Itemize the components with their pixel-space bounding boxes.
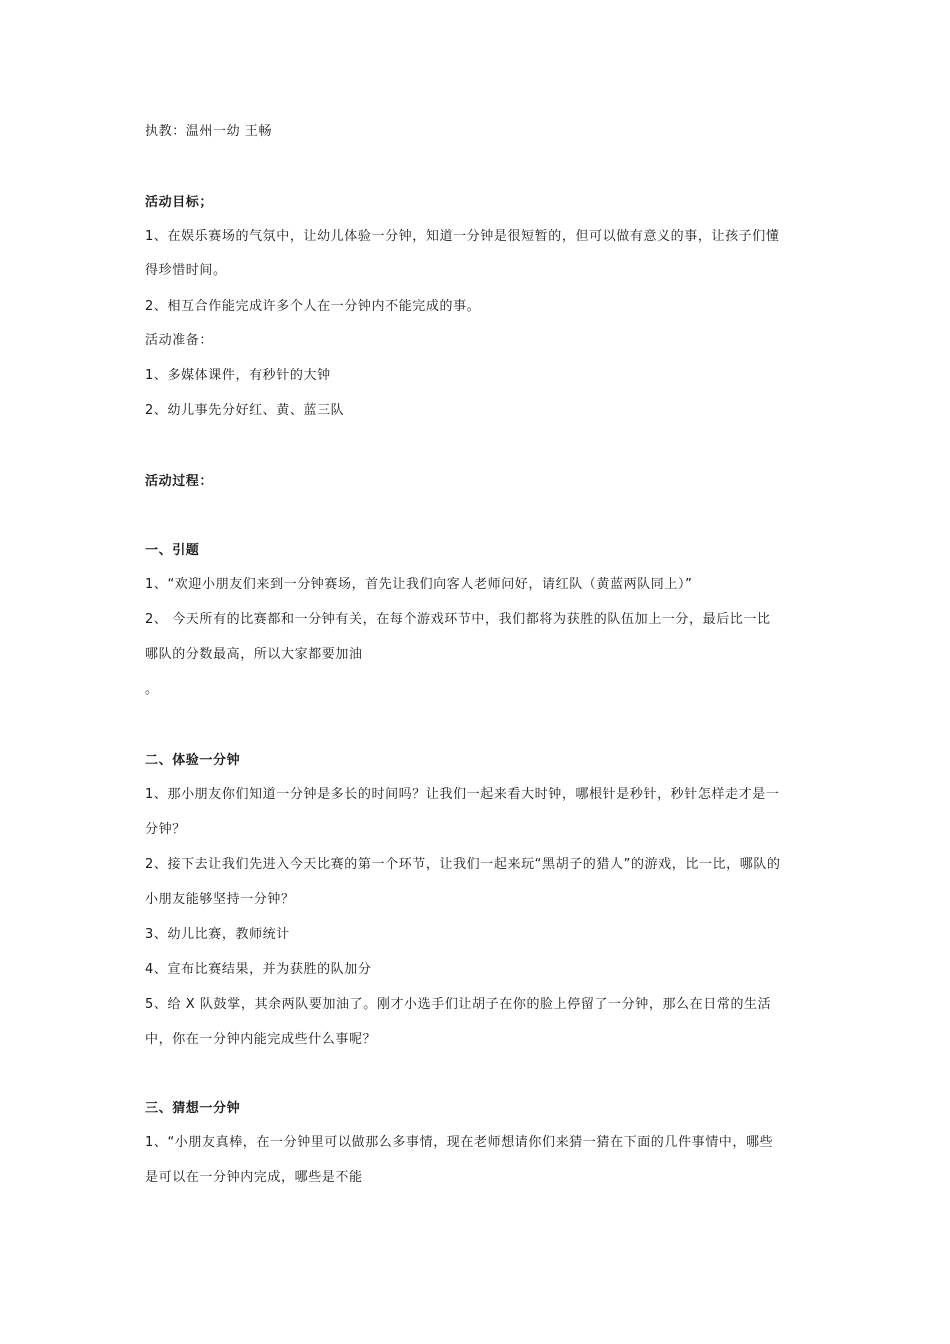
section1-item-1: 1、“欢迎小朋友们来到一分钟赛场，首先让我们向客人老师问好，请红队（黄蓝两队同上）” <box>145 577 693 592</box>
section1-item-2: 2、 今天所有的比赛都和一分钟有关，在每个游戏环节中，我们都将为获胜的队伍加上一分，最后比一比 <box>145 612 771 627</box>
section2-item-1: 1、那小朋友你们知道一分钟是多长的时间吗？让我们一起来看大时钟，哪根针是秒针，秒针怎样走才是一 <box>145 787 780 802</box>
section3-item-1-cont: 是可以在一分钟内完成，哪些是不能 <box>145 1170 363 1185</box>
section3-item-1: 1、“小朋友真棒，在一分钟里可以做那么多事情，现在老师想请你们来猜一猜在下面的几件事情中，哪些 <box>145 1135 774 1150</box>
goal-item-1: 1、在娱乐赛场的气氛中，让幼儿体验一分钟，知道一分钟是很短暂的，但可以做有意义的事，让孩子们懂 <box>145 229 780 244</box>
goals-heading: 活动目标； <box>145 195 214 210</box>
section1-item-2-end: 。 <box>145 682 159 697</box>
goal-item-2: 2、相互合作能完成许多个人在一分钟内不能完成的事。 <box>145 299 481 314</box>
section1-heading: 一、引题 <box>145 543 200 558</box>
section2-item-2: 2、接下去让我们先进入今天比赛的第一个环节，让我们一起来玩“黑胡子的猎人”的游戏，比一比，哪队的 <box>145 857 781 872</box>
section2-item-4: 4、宣布比赛结果，并为获胜的队加分 <box>145 962 372 977</box>
section1-item-2-cont: 哪队的分数最高，所以大家都要加油 <box>145 647 363 662</box>
section2-item-1-cont: 分钟？ <box>145 822 186 837</box>
section3-heading: 三、猜想一分钟 <box>145 1101 241 1116</box>
teacher-line: 执教：温州一幼 王畅 <box>145 124 273 139</box>
section2-item-5-cont: 中，你在一分钟内能完成些什么事呢？ <box>145 1032 377 1047</box>
goal-item-1-cont: 得珍惜时间。 <box>145 263 227 278</box>
section2-item-2-cont: 小朋友能够坚持一分钟？ <box>145 892 295 907</box>
section2-item-3: 3、幼儿比赛，教师统计 <box>145 927 290 942</box>
process-heading: 活动过程： <box>145 474 214 489</box>
preparation-item-2: 2、幼儿事先分好红、黄、蓝三队 <box>145 403 345 418</box>
preparation-item-1: 1、多媒体课件，有秒针的大钟 <box>145 368 331 383</box>
preparation-heading: 活动准备： <box>145 333 214 348</box>
section2-item-5: 5、给 X 队鼓掌，其余两队要加油了。刚才小选手们让胡子在你的脸上停留了一分钟，那么在日常的生活 <box>145 997 772 1012</box>
section2-heading: 二、体验一分钟 <box>145 753 241 768</box>
